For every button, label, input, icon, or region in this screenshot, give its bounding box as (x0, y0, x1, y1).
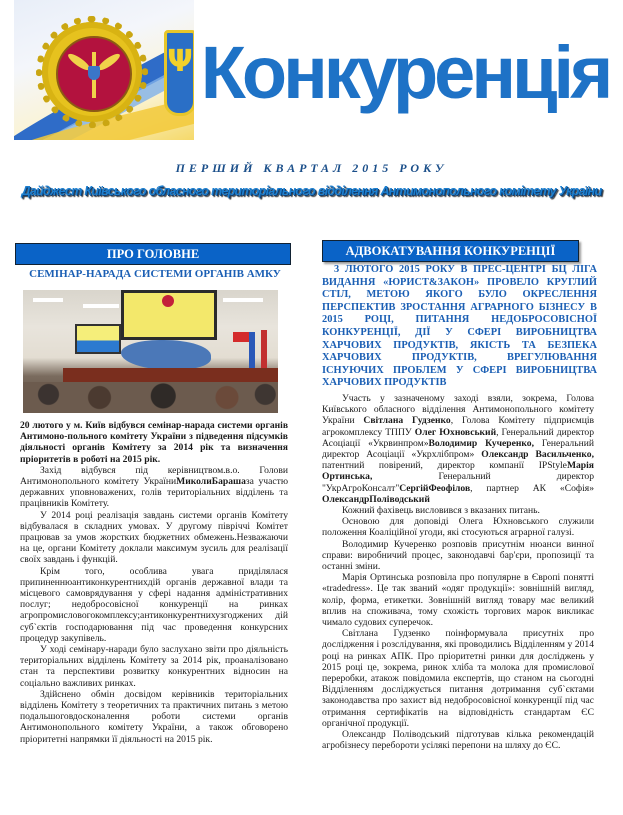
section-header-advocacy: АДВОКАТУВАННЯ КОНКУРЕНЦІЇ (322, 240, 579, 262)
newsletter-logo (200, 18, 610, 138)
paragraph-text: патентний повірений, директор компанії IPStyle (322, 460, 567, 472)
person-name: ОлександрПоліводський (322, 493, 430, 505)
presidium-table (63, 368, 278, 382)
paragraph-text: Генеральний директор "УкрАгроКонсалт" (322, 471, 594, 494)
article-paragraph: У ході семінару-наради було заслухано звіти про діяльність територіальних відділень Комітету за 2014 рік, проаналізовано стан та перспективи розвитку конкурентних відносин на соціально важливих ринках. (20, 644, 288, 689)
audience (23, 382, 278, 413)
article-paragraph: Володимир Кучеренко розповів присутнім нюанси винної справи: виробничий процес, законодавчі бар'єри, пропозиції та останні зміни. (322, 538, 594, 573)
side-screen (75, 324, 121, 354)
paragraph-text: Захід відбувся під керівництвом.в.о. Голови Антимонопольного комітету України (20, 464, 288, 488)
article-seminar-body (20, 420, 288, 745)
article-paragraph (322, 393, 594, 505)
paragraph-text: , Генеральний директор Асоціації «Укрвинпром» (322, 426, 594, 449)
paragraph-text: за участю державних уповноважених, голів територіальних відділень та працівників Комітету. (20, 476, 289, 510)
digest-title: Дайджест Київського обласного територіального відділення Антимонопольного комітету України (21, 184, 602, 198)
article-lead: 20 лютого у м. Київ відбувся семінар-нарада системи органів Антимоно-польного комітету України з підведення підсумків діяльності органів Комітету за 2014 рік та визначення пріоритетів в роботі на 2015 рік. (20, 420, 288, 465)
article-paragraph: Світлана Гудзенко поінформувала присутніх про дослідження і розслідування, які проводились Відділенням у 2014 році на ринках АПК. Про пріоритетні ринки для досліджень у 2015 році це, зокрема, ринок хліба та молока для промислової переробки, атакож повідомила експертів, що станом на сьогодні Відділенням досліджується питання дотримання суб`єктами законодавства про захист від недобросовісної конкуренції під час отримання сертифікатів на відповідність стандартам ЄС органічної продукції. (322, 628, 594, 729)
screen-logo (162, 295, 174, 307)
person-name: Олег Юхновський (414, 426, 497, 438)
article-paragraph (20, 465, 288, 510)
tryzub-glyph: Ψ (167, 44, 193, 79)
paragraph-text: Генеральний директор Асоціації «Укрхлібпром» (322, 437, 594, 461)
ceiling-lamp (83, 304, 119, 308)
issue-period: ПЕРШИЙ КВАРТАЛ 2015 РОКУ (175, 161, 448, 175)
header-banner (14, 0, 194, 140)
paragraph-text: Участь у зазначеному заході взяли, зокрема, Голова Київського обласного відділення Антимонопольного комітету України (322, 393, 594, 427)
article-paragraph: Основою для доповіді Олега Юхновського служили положення Коаліційної угоди, які стосуються аграрної галузі. (322, 516, 594, 539)
person-name: Марія Ортинська, (322, 460, 594, 483)
article-paragraph: Здійснено обмін досвідом керівників територіальних відділень Комітету з теоретичних та практичних питань з метою подальшоговдосконалення роботи системи органів Антимонопольного комітету України, а також обговорено пріоритетні напрямки її діяльності на 2015 рік. (20, 688, 288, 745)
person-name: МиколиБараша (176, 476, 246, 488)
person-name: Володимир Кучеренко, (428, 437, 534, 449)
article-paragraph: Олександр Поліводський підготував кілька рекомендацій агробізнесу переборoти усілякі перепони на шляху до ЄС. (322, 729, 594, 752)
person-name: Олександр Васильченко, (481, 449, 594, 461)
tryzub-coat-of-arms-icon (164, 30, 194, 116)
person-name: СергійФеофілов (399, 482, 471, 494)
article-headline-roundtable: 3 ЛЮТОГО 2015 РОКУ В ПРЕС-ЦЕНТРІ БЦ ЛІГА ВИДАННЯ «ЮРИСТ&ЗАКОН» ПРОВЕЛО КРУГЛИЙ СТІЛ, МЕТОЮ ЯКОГО БУЛО ОКРЕСЛЕННЯ ПЕРСПЕКТИВ ЗРОСТАННЯ АГРАРНОГО БІЗНЕСУ В 2015 РОЦІ, ПИТАННЯ НЕДОБРОСОВІСНОЇ КОНКУРЕНЦІЇ, ДІЇ У СФЕРІ ВИРОБНИЦТВА ХАРЧОВИХ ПРОДУКТІВ, ЯКІСТЬ ТА БЕЗПЕКА ХАРЧОВИХ ПРОДУКТІВ, ВРЕГУЛЮВАННЯ ІСНУЮЧИХ ПРОБЛЕМ У СФЕРІ ВИРОБНИЦТВА ХАРЧОВИХ ПРОДУКТІВ (322, 264, 597, 389)
paragraph-text: , партнер АК «Софія» (470, 482, 594, 494)
article-paragraph: Марія Ортинська розповіла про популярне в Європі понятті «tradedress». Це так званий «одяг продукції»: зовнішній вигляд, колір, форма, етикетки. Зовнішній вигляд товару має великий вплив на споживача, тому схожість торгових марок викликає чимало судових суперечок. (322, 572, 594, 629)
article-subtitle-seminar: СЕМІНАР-НАРАДА СИСТЕМИ ОРГАНІВ АМКУ (29, 268, 281, 280)
ukraine-map-backdrop (121, 340, 211, 370)
article-roundtable-body (322, 393, 594, 752)
person-name: Світлана Гудзенко (363, 415, 451, 427)
brand-title: Конкуренція (200, 31, 610, 114)
emblem-red-disc (56, 36, 132, 112)
article-paragraph: Кожний фахівець висловився з вказаних питань. (342, 505, 540, 517)
ceiling-lamp (223, 298, 263, 302)
paragraph-text: , Голова Комітету підприємців агрокомплексу ТППУ (322, 415, 595, 438)
amku-emblem-icon (42, 22, 142, 122)
ceiling-lamp (33, 298, 63, 302)
article-paragraph: У 2014 році реалізація завдань системи органів Комітету відбувалася в складних умовах. У другому півріччі Комітет працював за умов жорстких бюджетних обмежень.Незважаючи на це, органи Комітету доклали максимум зусиль для реалізації своїх завдань і функцій. (20, 509, 288, 566)
seminar-photo (23, 290, 278, 413)
article-paragraph: Крім того, особлива увага приділялася припиненнюантиконкурентнихдій органів державної влади та місцевого самоврядування у сфері надання адміністративних послуг; недобросовісної конкуренції на ринках агропромисловогокомплексу;антиконкурентнихузгоджених дій суб`єктів господарювання під час проведення конкурсних процедур закупівель. (20, 565, 288, 644)
section-header-main: ПРО ГОЛОВНЕ (15, 243, 291, 265)
emblem-small-shield (88, 66, 100, 80)
projection-screen (121, 290, 217, 340)
